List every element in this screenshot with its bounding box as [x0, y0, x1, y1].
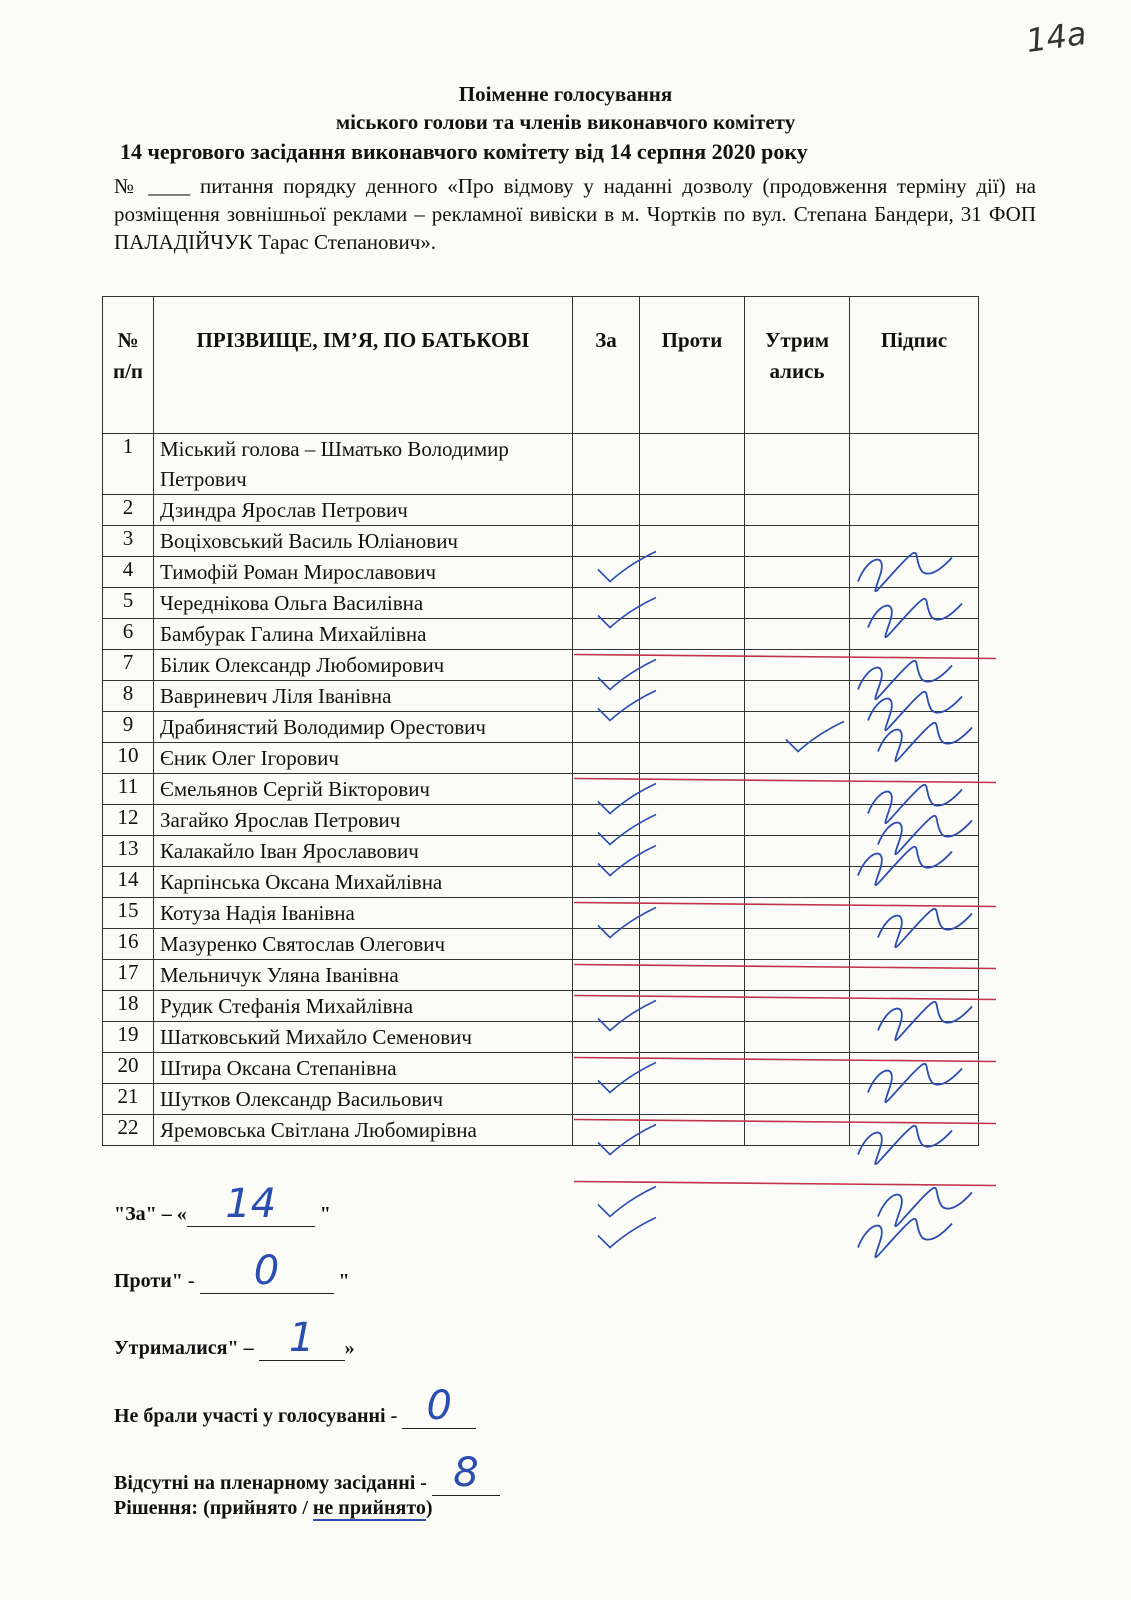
table-row — [103, 898, 979, 929]
header-number: № п/п — [103, 297, 154, 434]
row-number: 3 — [103, 526, 154, 557]
row-against-cell — [640, 1022, 745, 1053]
decision-end: ) — [425, 1497, 433, 1519]
row-against-cell — [640, 526, 745, 557]
row-for-cell — [573, 495, 640, 526]
row-for-cell — [573, 898, 640, 929]
row-against-cell — [640, 1053, 745, 1084]
row-abstained-cell — [745, 434, 850, 495]
summary-absent-label: Відсутні на пленарному засіданні - — [114, 1472, 432, 1494]
table-row — [103, 1084, 979, 1115]
row-number: 18 — [103, 991, 154, 1022]
row-signature-cell — [850, 588, 979, 619]
table-body — [103, 434, 979, 1146]
header-signature: Підпис — [850, 297, 979, 434]
row-for-cell — [573, 960, 640, 991]
title-line-1: Поіменне голосування — [458, 82, 673, 106]
table-row — [103, 434, 979, 495]
row-signature-cell — [850, 495, 979, 526]
row-for-cell — [573, 929, 640, 960]
row-abstained-cell — [745, 588, 850, 619]
row-abstained-cell — [745, 495, 850, 526]
row-for-cell — [573, 805, 640, 836]
row-for-cell — [573, 557, 640, 588]
row-abstained-cell — [745, 898, 850, 929]
row-against-cell — [640, 960, 745, 991]
summary-abstained — [114, 1315, 355, 1361]
table-row — [103, 960, 979, 991]
row-name: Мельничук Уляна Іванівна — [154, 960, 573, 991]
roll-call-table — [102, 296, 979, 1146]
row-number: 15 — [103, 898, 154, 929]
summary-for-value: 14 — [225, 1181, 277, 1227]
row-abstained-cell — [745, 929, 850, 960]
row-number: 8 — [103, 681, 154, 712]
row-name: Єник Олег Ігорович — [154, 743, 573, 774]
row-against-cell — [640, 619, 745, 650]
row-name: Калакайло Іван Ярославович — [154, 836, 573, 867]
row-abstained-cell — [745, 1115, 850, 1146]
row-abstained-cell — [745, 1022, 850, 1053]
table-row — [103, 991, 979, 1022]
table-row — [103, 743, 979, 774]
row-name: Ємельянов Сергій Вікторович — [154, 774, 573, 805]
row-abstained-cell — [745, 960, 850, 991]
row-number: 6 — [103, 619, 154, 650]
title-line-2: міського голови та членів виконавчого комітету — [335, 110, 796, 134]
check-mark-for-icon — [598, 1218, 656, 1248]
row-for-cell — [573, 836, 640, 867]
summary-absent-blank — [432, 1450, 500, 1496]
row-for-cell — [573, 434, 640, 495]
row-for-cell — [573, 650, 640, 681]
row-signature-cell — [850, 650, 979, 681]
row-name: Бамбурак Галина Михайлівна — [154, 619, 573, 650]
table-row — [103, 712, 979, 743]
row-number: 14 — [103, 867, 154, 898]
row-against-cell — [640, 991, 745, 1022]
header-abstained: Утрим ались — [745, 297, 850, 434]
row-number: 16 — [103, 929, 154, 960]
row-signature-cell — [850, 712, 979, 743]
table-row — [103, 650, 979, 681]
row-signature-cell — [850, 1022, 979, 1053]
row-against-cell — [640, 929, 745, 960]
row-against-cell — [640, 774, 745, 805]
table-row — [103, 805, 979, 836]
summary-not-voted-label: Не брали участі у голосуванні - — [114, 1405, 403, 1427]
row-against-cell — [640, 650, 745, 681]
row-against-cell — [640, 681, 745, 712]
table-row — [103, 588, 979, 619]
row-abstained-cell — [745, 991, 850, 1022]
summary-against-label: Проти" - — [114, 1270, 200, 1292]
table-row — [103, 1022, 979, 1053]
row-number: 19 — [103, 1022, 154, 1053]
agenda-question: № ____ питання порядку денного «Про відмову у наданні дозволу (продовження терміну дії) на розміщення зовнішньої реклами – рекламної вивіски в м. Чортків по вул. Степана Бандери, 31 ФОП ПАЛАДІЙЧУК Тарас Степанович». — [114, 174, 1036, 254]
row-name: Яремовська Світлана Любомирівна — [154, 1115, 573, 1146]
summary-not-voted-value: 0 — [426, 1383, 452, 1429]
summary-for-end: " — [314, 1203, 331, 1225]
row-against-cell — [640, 805, 745, 836]
row-number: 17 — [103, 960, 154, 991]
row-signature-cell — [850, 960, 979, 991]
row-signature-cell — [850, 743, 979, 774]
summary-abstained-value: 1 — [288, 1315, 315, 1361]
row-against-cell — [640, 495, 745, 526]
row-for-cell — [573, 743, 640, 774]
summary-absent — [114, 1450, 500, 1496]
row-for-cell — [573, 1053, 640, 1084]
header-full-name: ПРІЗВИЩЕ, ІМ’Я, ПО БАТЬКОВІ — [154, 297, 573, 434]
decision-line — [114, 1497, 433, 1520]
row-name: Котуза Надія Іванівна — [154, 898, 573, 929]
row-name: Драбинястий Володимир Орестович — [154, 712, 573, 743]
row-abstained-cell — [745, 836, 850, 867]
row-name: Загайко Ярослав Петрович — [154, 805, 573, 836]
row-number: 13 — [103, 836, 154, 867]
row-signature-cell — [850, 681, 979, 712]
row-against-cell — [640, 898, 745, 929]
row-number: 4 — [103, 557, 154, 588]
row-number: 11 — [103, 774, 154, 805]
row-name: Білик Олександр Любомирович — [154, 650, 573, 681]
table-row — [103, 774, 979, 805]
row-abstained-cell — [745, 619, 850, 650]
header-against: Проти — [640, 297, 745, 434]
row-abstained-cell — [745, 805, 850, 836]
row-signature-cell — [850, 836, 979, 867]
row-signature-cell — [850, 867, 979, 898]
row-signature-cell — [850, 774, 979, 805]
row-signature-cell — [850, 991, 979, 1022]
table-row — [103, 1053, 979, 1084]
table-row — [103, 526, 979, 557]
row-name: Штира Оксана Степанівна — [154, 1053, 573, 1084]
summary-against-value: 0 — [253, 1248, 280, 1294]
table-row — [103, 619, 979, 650]
row-abstained-cell — [745, 867, 850, 898]
row-name: Воціховський Василь Юліанович — [154, 526, 573, 557]
summary-not-voted-blank — [402, 1383, 476, 1429]
summary-for — [114, 1181, 331, 1227]
row-abstained-cell — [745, 650, 850, 681]
row-against-cell — [640, 867, 745, 898]
row-name: Рудик Стефанія Михайлівна — [154, 991, 573, 1022]
row-abstained-cell — [745, 1053, 850, 1084]
row-for-cell — [573, 1022, 640, 1053]
row-against-cell — [640, 1084, 745, 1115]
summary-abstained-blank — [259, 1315, 345, 1361]
row-abstained-cell — [745, 526, 850, 557]
row-for-cell — [573, 774, 640, 805]
summary-against-blank — [200, 1248, 334, 1294]
table-row — [103, 929, 979, 960]
table-row — [103, 836, 979, 867]
row-signature-cell — [850, 526, 979, 557]
row-for-cell — [573, 526, 640, 557]
summary-abstained-label: Утрималися" – — [114, 1337, 259, 1359]
row-against-cell — [640, 557, 745, 588]
row-number: 21 — [103, 1084, 154, 1115]
header-for: За — [573, 297, 640, 434]
row-name: Карпінська Оксана Михайлівна — [154, 867, 573, 898]
row-for-cell — [573, 619, 640, 650]
row-number: 7 — [103, 650, 154, 681]
row-for-cell — [573, 1084, 640, 1115]
row-number: 9 — [103, 712, 154, 743]
row-name: Міський голова – Шматько Володимир Петрович — [154, 434, 573, 495]
row-for-cell — [573, 991, 640, 1022]
corner-page-note: 14а — [1023, 13, 1089, 61]
row-number: 22 — [103, 1115, 154, 1146]
decision-label: Рішення: (прийнято / — [114, 1497, 313, 1519]
row-number: 5 — [103, 588, 154, 619]
table-row — [103, 867, 979, 898]
row-against-cell — [640, 743, 745, 774]
row-for-cell — [573, 712, 640, 743]
row-name: Шатковський Михайло Семенович — [154, 1022, 573, 1053]
absent-strike-line — [574, 1182, 996, 1186]
summary-against — [114, 1248, 350, 1294]
title-block — [0, 80, 1131, 167]
row-signature-cell — [850, 898, 979, 929]
title-line-3: 14 чергового засідання виконавчого комітету від 14 серпня 2020 року — [120, 139, 808, 164]
row-abstained-cell — [745, 712, 850, 743]
row-signature-cell — [850, 619, 979, 650]
table-row — [103, 681, 979, 712]
row-name: Тимофій Роман Мирославович — [154, 557, 573, 588]
row-number: 2 — [103, 495, 154, 526]
row-abstained-cell — [745, 1084, 850, 1115]
row-for-cell — [573, 681, 640, 712]
row-number: 12 — [103, 805, 154, 836]
row-signature-cell — [850, 434, 979, 495]
row-against-cell — [640, 712, 745, 743]
row-against-cell — [640, 434, 745, 495]
row-name: Череднікова Ольга Василівна — [154, 588, 573, 619]
row-signature-cell — [850, 805, 979, 836]
row-abstained-cell — [745, 681, 850, 712]
summary-absent-value: 8 — [453, 1450, 479, 1496]
row-against-cell — [640, 588, 745, 619]
row-name: Мазуренко Святослав Олегович — [154, 929, 573, 960]
row-against-cell — [640, 1115, 745, 1146]
row-against-cell — [640, 836, 745, 867]
table-row — [103, 495, 979, 526]
row-abstained-cell — [745, 774, 850, 805]
row-signature-cell — [850, 1115, 979, 1146]
row-for-cell — [573, 588, 640, 619]
summary-against-end: " — [333, 1270, 350, 1292]
table-row — [103, 557, 979, 588]
row-for-cell — [573, 1115, 640, 1146]
signature-scribble — [878, 1188, 972, 1226]
table-header-row — [103, 297, 979, 434]
signature-scribble — [858, 1219, 952, 1257]
summary-for-label: "За" – « — [114, 1203, 187, 1225]
summary-not-voted — [114, 1383, 476, 1429]
row-number: 1 — [103, 434, 154, 495]
check-mark-for-icon — [598, 1187, 656, 1217]
summary-for-blank — [187, 1181, 315, 1227]
row-name: Дзиндра Ярослав Петрович — [154, 495, 573, 526]
row-abstained-cell — [745, 557, 850, 588]
row-abstained-cell — [745, 743, 850, 774]
row-number: 20 — [103, 1053, 154, 1084]
row-name: Вавриневич Ліля Іванівна — [154, 681, 573, 712]
row-signature-cell — [850, 1084, 979, 1115]
table-row — [103, 1115, 979, 1146]
decision-chosen: не прийнято — [312, 1497, 426, 1519]
row-for-cell — [573, 867, 640, 898]
row-number: 10 — [103, 743, 154, 774]
summary-abstained-end: » — [344, 1337, 355, 1359]
row-signature-cell — [850, 1053, 979, 1084]
row-name: Шутков Олександр Васильович — [154, 1084, 573, 1115]
row-signature-cell — [850, 929, 979, 960]
row-signature-cell — [850, 557, 979, 588]
